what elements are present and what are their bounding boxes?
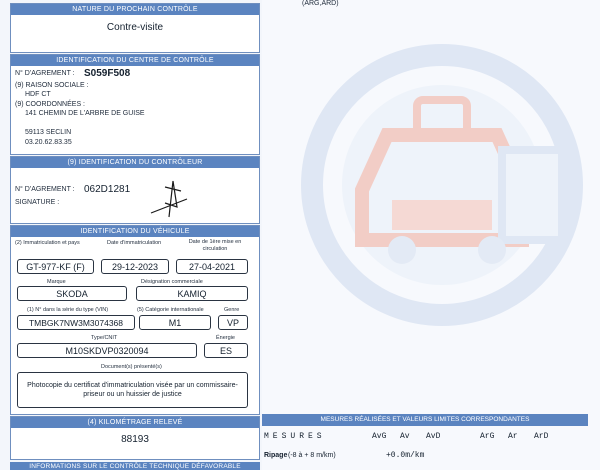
immat-value: GT-977-KF (F) bbox=[17, 259, 94, 274]
info-header: INFORMATIONS SUR LE CONTRÔLE TECHNIQUE DÉFAVORABLE bbox=[10, 462, 260, 470]
mileage-panel bbox=[10, 416, 260, 460]
date-first-label: Date de 1ère mise en circulation bbox=[188, 239, 242, 252]
ripage-value: +0.0m/km bbox=[386, 451, 425, 460]
ripage-limit: (-8 à + 8 m/km) bbox=[288, 452, 336, 459]
center-address-line: 141 CHEMIN DE L'ARBRE DE GUISE bbox=[25, 110, 145, 117]
controller-agrement-value: 062D1281 bbox=[84, 184, 131, 195]
genre-value: VP bbox=[218, 315, 248, 330]
center-phone: 03.20.62.83.35 bbox=[25, 139, 72, 146]
ripage-label: Ripage bbox=[264, 452, 288, 459]
measures-col-ar: Ar bbox=[508, 432, 518, 441]
center-coord-label: (9) COORDONNÉES : bbox=[15, 101, 86, 108]
mileage-value: 88193 bbox=[121, 434, 149, 445]
measures-title: MESURES bbox=[264, 432, 326, 441]
controller-signature-label: SIGNATURE : bbox=[15, 199, 60, 206]
controller-agrement-label: N° D'AGREMENT : bbox=[15, 186, 75, 193]
categorie-label: (5) Catégorie internationale bbox=[137, 307, 204, 313]
vin-label: (1) N° dans la série du type (VIN) bbox=[27, 307, 109, 313]
measures-col-avg: AvG bbox=[372, 432, 387, 441]
date-first-value: 27-04-2021 bbox=[176, 259, 248, 274]
center-raison-label: (9) RAISON SOCIALE : bbox=[15, 82, 89, 89]
top-fragment: (ARG,ARD) bbox=[302, 0, 339, 7]
measures-col-arg: ArG bbox=[480, 432, 495, 441]
energie-label: Énergie bbox=[216, 335, 235, 341]
center-panel bbox=[10, 54, 260, 155]
energie-value: ES bbox=[204, 343, 248, 358]
genre-label: Genre bbox=[224, 307, 240, 313]
center-city-line: 59113 SECLIN bbox=[25, 129, 72, 136]
center-raison-value: HDF CT bbox=[25, 91, 51, 98]
center-agrement-label: N° D'AGREMENT : bbox=[15, 70, 75, 77]
type-label: Type/CNIT bbox=[91, 335, 118, 341]
measures-col-avd: AvD bbox=[426, 432, 441, 441]
vehicle-panel bbox=[10, 225, 260, 415]
vin-value: TMBGK7NW3M3074368 bbox=[17, 315, 135, 330]
type-value: M10SKDVP0320094 bbox=[17, 343, 197, 358]
vehicle-header: IDENTIFICATION DU VÉHICULE bbox=[11, 226, 259, 237]
signature-scribble bbox=[143, 177, 193, 221]
next-control-panel bbox=[10, 3, 260, 53]
measures-header: MESURES RÉALISÉES ET VALEURS LIMITES CORRESPONDANTES bbox=[262, 414, 588, 426]
next-control-header: NATURE DU PROCHAIN CONTRÔLE bbox=[11, 4, 259, 15]
immat-label: (2) Immatriculation et pays bbox=[15, 240, 80, 246]
center-agrement-value: S059F508 bbox=[84, 68, 131, 79]
controller-header: (9) IDENTIFICATION DU CONTRÔLEUR bbox=[11, 157, 259, 168]
docs-label: Document(s) présenté(s) bbox=[101, 364, 162, 370]
mileage-header: (4) KILOMÉTRAGE RELEVÉ bbox=[11, 417, 259, 428]
next-control-value: Contre-visite bbox=[106, 22, 164, 33]
docs-value: Photocopie du certificat d'immatriculation visée par un commissaire-priseur ou un huissier de justice bbox=[17, 372, 248, 408]
measures-col-ard: ArD bbox=[534, 432, 549, 441]
designation-label: Désignation commerciale bbox=[141, 279, 203, 285]
date-immat-value: 29-12-2023 bbox=[101, 259, 169, 274]
designation-value: KAMIQ bbox=[136, 286, 248, 301]
marque-label: Marque bbox=[47, 279, 66, 285]
measures-col-av: Av bbox=[400, 432, 410, 441]
marque-value: SKODA bbox=[17, 286, 127, 301]
date-immat-label: Date d'immatriculation bbox=[107, 240, 162, 246]
center-header: IDENTIFICATION DU CENTRE DE CONTRÔLE bbox=[11, 55, 259, 66]
right-column bbox=[262, 0, 600, 470]
controller-panel bbox=[10, 156, 260, 224]
categorie-value: M1 bbox=[139, 315, 211, 330]
watermark-emblem bbox=[292, 40, 592, 330]
